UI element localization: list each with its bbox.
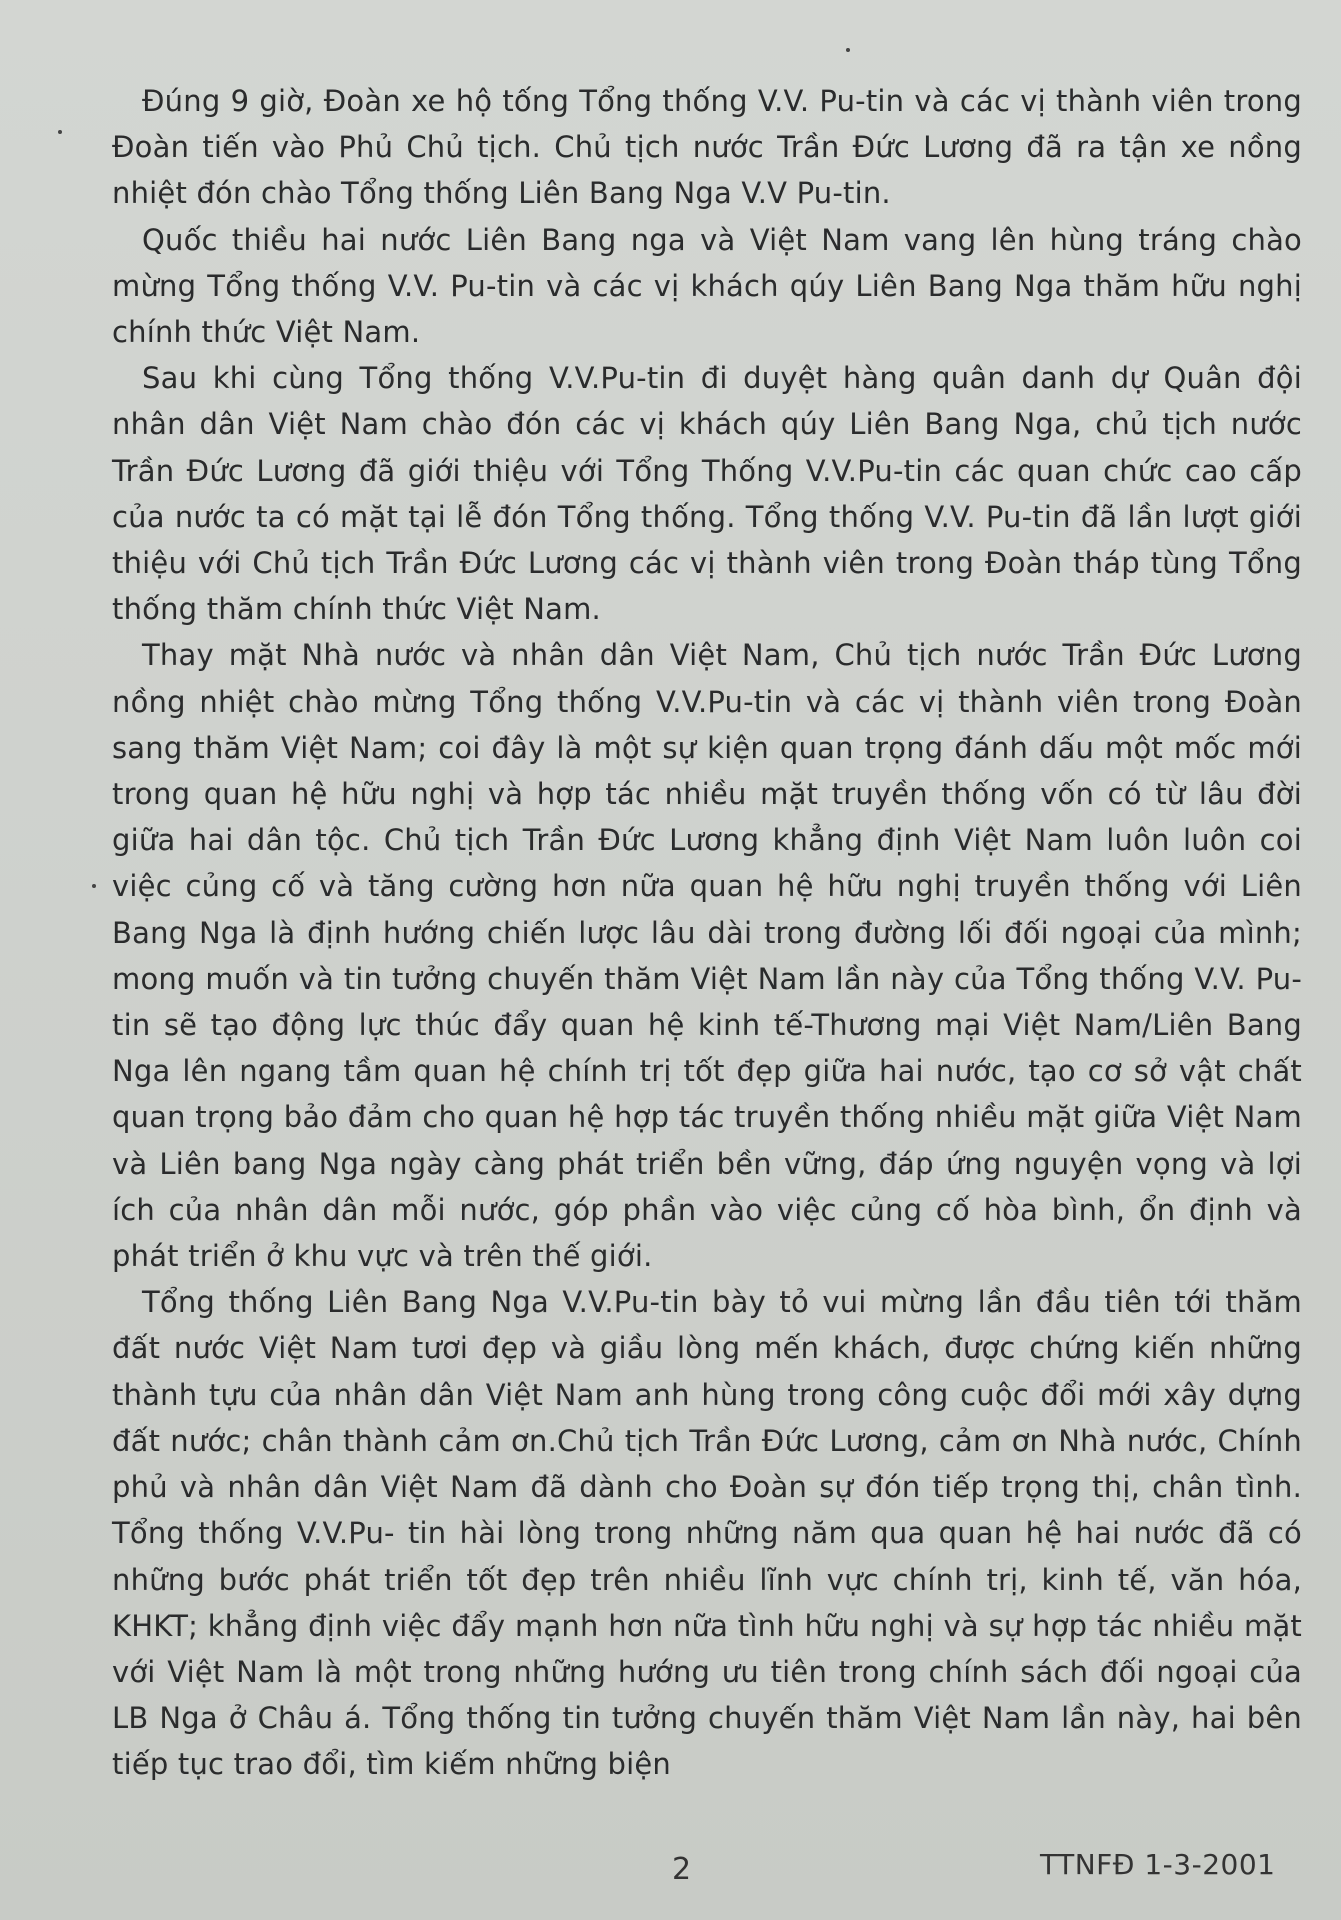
body-text (112, 78, 1302, 1788)
ink-speck (92, 884, 96, 888)
paragraph-1: Đúng 9 giờ, Đoàn xe hộ tống Tổng thống V.V. Pu-tin và các vị thành viên trong Đoàn tiến vào Phủ Chủ tịch. Chủ tịch nước Trần Đức Lương đã ra tận xe nồng nhiệt đón chào Tổng thống Liên Bang Nga V.V Pu-tin. (112, 84, 1302, 211)
ink-speck (846, 48, 850, 52)
paragraph-4: Thay mặt Nhà nước và nhân dân Việt Nam, Chủ tịch nước Trần Đức Lương nồng nhiệt chào mừng Tổng thống V.V.Pu-tin và các vị thành viên trong Đoàn sang thăm Việt Nam; coi đây là một sự kiện quan trọng đánh dấu một mốc mới trong quan hệ hữu nghị và hợp tác nhiều mặt truyền thống vốn có từ lâu đời giữa hai dân tộc. Chủ tịch Trần Đức Lương khẳng định Việt Nam luôn luôn coi việc củng cố và tăng cường hơn nữa quan hệ hữu nghị truyền thống với Liên Bang Nga là định hướng chiến lược lâu dài trong đường lối đối ngoại của mình; mong muốn và tin tưởng chuyến thăm Việt Nam lần này của Tổng thống V.V. Pu-tin sẽ tạo động lực thúc đẩy quan hệ kinh tế-Thương mại Việt Nam/Liên Bang Nga lên ngang tầm quan hệ chính trị tốt đẹp giữa hai nước, tạo cơ sở vật chất quan trọng bảo đảm cho quan hệ hợp tác truyền thống nhiều mặt giữa Việt Nam và Liên bang Nga ngày càng phát triển bền vững, đáp ứng nguyện vọng và lợi ích của nhân dân mỗi nước, góp phần vào việc củng cố hòa bình, ổn định và phát triển ở khu vực và trên thế giới. (112, 638, 1302, 1274)
paragraph-5: Tổng thống Liên Bang Nga V.V.Pu-tin bày tỏ vui mừng lần đầu tiên tới thăm đất nước Việt Nam tươi đẹp và giầu lòng mến khách, được chứng kiến những thành tựu của nhân dân Việt Nam anh hùng trong công cuộc đổi mới xây dựng đất nước; chân thành cảm ơn.Chủ tịch Trần Đức Lương, cảm ơn Nhà nước, Chính phủ và nhân dân Việt Nam đã dành cho Đoàn sự đón tiếp trọng thị, chân tình. Tổng thống V.V.Pu- tin hài lòng trong những năm qua quan hệ hai nước đã có những bước phát triển tốt đẹp trên nhiều lĩnh vực chính trị, kinh tế, văn hóa, KHKT; khẳng định việc đẩy mạnh hơn nữa tình hữu nghị và sự hợp tác nhiều mặt với Việt Nam là một trong những hướng ưu tiên trong chính sách đối ngoại của LB Nga ở Châu á. Tổng thống tin tưởng chuyến thăm Việt Nam lần này, hai bên tiếp tục trao đổi, tìm kiếm những biện (112, 1285, 1302, 1782)
paragraph-3: Sau khi cùng Tổng thống V.V.Pu-tin đi duyệt hàng quân danh dự Quân đội nhân dân Việt Nam chào đón các vị khách qúy Liên Bang Nga, chủ tịch nước Trần Đức Lương đã giới thiệu với Tổng Thống V.V.Pu-tin các quan chức cao cấp của nước ta có mặt tại lễ đón Tổng thống. Tổng thống V.V. Pu-tin đã lần lượt giới thiệu với Chủ tịch Trần Đức Lương các vị thành viên trong Đoàn tháp tùng Tổng thống thăm chính thức Việt Nam. (112, 361, 1302, 627)
paragraph-2: Quốc thiều hai nước Liên Bang nga và Việt Nam vang lên hùng tráng chào mừng Tổng thống V.V. Pu-tin và các vị khách qúy Liên Bang Nga thăm hữu nghị chính thức Việt Nam. (112, 222, 1302, 350)
page-number: 2 (672, 1852, 692, 1887)
document-code: TTNFĐ 1-3-2001 (1040, 1848, 1276, 1881)
ink-speck (58, 130, 62, 134)
